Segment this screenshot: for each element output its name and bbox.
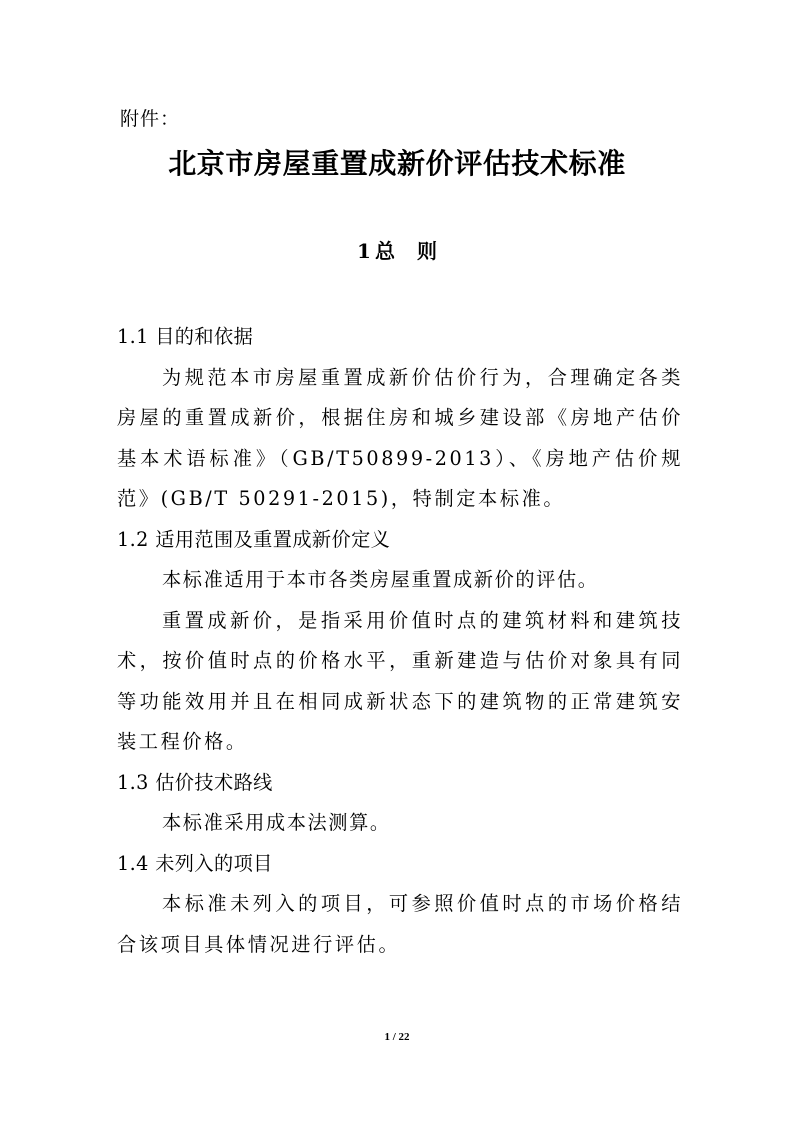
chapter-number: 1 — [357, 239, 371, 263]
section-heading: 1.3 估价技术路线 — [117, 770, 273, 794]
attachment-label: 附件： — [120, 108, 181, 130]
chapter-word-2: 则 — [416, 239, 437, 263]
section-paragraph: 重置成新价，是指采用价值时点的建筑材料和建筑技术，按价值时点的价格水平，重新建造与估价对象具有同等功能效用并且在相同成新状态下的建筑物的正常建筑安装工程价格。 — [117, 608, 683, 753]
chapter-word-1: 总 — [374, 239, 395, 263]
section-heading: 1.4 未列入的项目 — [117, 851, 273, 875]
document-body — [117, 317, 683, 965]
section-paragraph: 本标准采用成本法测算。 — [162, 811, 391, 834]
document-title: 北京市房屋重置成新价评估技术标准 — [168, 147, 626, 180]
section-paragraph: 为规范本市房屋重置成新价估价行为，合理确定各类房屋的重置成新价，根据住房和城乡建设部《房地产估价基本术语标准》（GB/T50899-2013）、《房地产估价规范》(GB/T 50291-2015)，特制定本标准。 — [117, 365, 683, 510]
chapter-heading — [0, 234, 794, 268]
section-heading: 1.2 适用范围及重置成新价定义 — [117, 527, 391, 551]
section-paragraph: 本标准未列入的项目，可参照价值时点的市场价格结合该项目具体情况进行评估。 — [117, 892, 683, 956]
section-heading: 1.1 目的和依据 — [117, 325, 254, 348]
section-paragraph: 本标准适用于本市各类房屋重置成新价的评估。 — [162, 568, 599, 591]
page-number: 1 / 22 — [384, 1031, 410, 1043]
